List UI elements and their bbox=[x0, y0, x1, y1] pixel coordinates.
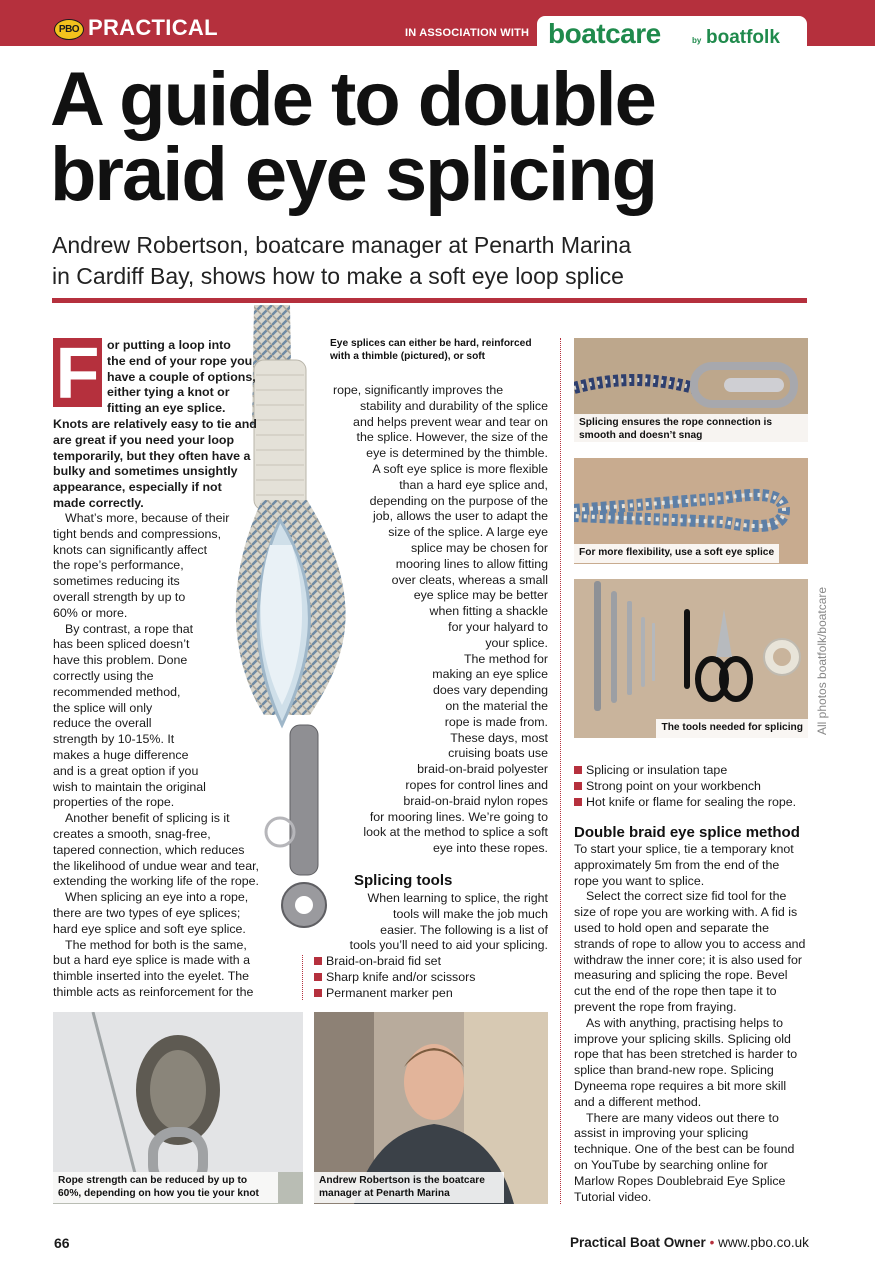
text-line: and a different method. bbox=[574, 1094, 702, 1109]
text-line: improve your splicing skills. Splicing old bbox=[574, 1031, 791, 1046]
headline-rule bbox=[52, 298, 807, 303]
text-line: strength by 10-15%. It bbox=[53, 732, 175, 747]
text-line: rope is made from. bbox=[444, 714, 548, 729]
photo-caption: Splicing ensures the rope connection is smooth and doesn’t snag bbox=[574, 414, 808, 442]
text-line: cruising boats use bbox=[448, 746, 548, 761]
text-line: recommended method, bbox=[53, 684, 181, 699]
photo-credit: All photos boatfolk/boatcare bbox=[815, 586, 829, 735]
page-number: 66 bbox=[54, 1235, 70, 1251]
text-line: bulky and sometimes unsightly bbox=[53, 464, 238, 479]
footer-url[interactable]: www.pbo.co.uk bbox=[718, 1235, 809, 1250]
text-line: To start your splice, tie a temporary knot bbox=[574, 842, 794, 856]
text-line: making an eye splice bbox=[432, 667, 548, 682]
list-item: Braid-on-braid fid set bbox=[314, 954, 544, 970]
text-line: easier. The following is a list of bbox=[380, 922, 548, 937]
text-line: size of rope you are working with. A fid is bbox=[574, 905, 798, 920]
text-line: or putting a loop into bbox=[107, 338, 231, 352]
text-line: approximately 5m from the end of the bbox=[574, 857, 780, 872]
footer-publication bbox=[570, 1235, 809, 1250]
list-item: Strong point on your workbench bbox=[574, 779, 808, 795]
text-line: made correctly. bbox=[53, 495, 144, 510]
text-line: Marlow Ropes Doublebraid Eye Splice bbox=[574, 1173, 786, 1188]
text-line: the end of your rope you bbox=[107, 353, 253, 368]
text-line: tools will make the job much bbox=[393, 906, 548, 921]
text-line: 60% or more. bbox=[53, 605, 128, 620]
headline-line-2: braid eye splicing bbox=[50, 132, 656, 217]
text-line: tight bends and compressions, bbox=[53, 526, 222, 541]
text-line: By contrast, a rope that bbox=[65, 621, 194, 636]
text-line: over cleats, whereas a small bbox=[391, 572, 548, 587]
text-line: Tutorial video. bbox=[574, 1189, 652, 1204]
text-line: splice may be chosen for bbox=[410, 540, 548, 555]
text-line: mooring lines to allow fitting bbox=[395, 556, 548, 571]
portrait-photo bbox=[314, 1012, 548, 1204]
text-line: have a couple of options, bbox=[107, 369, 256, 384]
text-line: and is a great option if you bbox=[53, 763, 199, 778]
knot-photo bbox=[53, 1012, 303, 1204]
column-divider bbox=[302, 955, 303, 1000]
text-line: strands of rope to allow you to access and bbox=[574, 936, 806, 951]
photo-caption: Rope strength can be reduced by up to 60%, depending on how you tie your knot bbox=[53, 1172, 278, 1203]
intro-bold bbox=[53, 417, 268, 512]
text-line: A soft eye splice is more flexible bbox=[372, 461, 548, 476]
tools-list-continued bbox=[574, 763, 808, 810]
subhead-method: Double braid eye splice method bbox=[574, 824, 800, 841]
text-line: thimble acts as reinforcement for the bbox=[53, 984, 254, 999]
text-line: rope you want to splice. bbox=[574, 873, 705, 888]
text-line: does vary depending bbox=[432, 683, 548, 698]
column-divider bbox=[560, 338, 561, 1204]
headline-line-1: A guide to double bbox=[50, 57, 655, 142]
text-line: sometimes reducing its bbox=[53, 574, 180, 589]
drop-cap: F bbox=[53, 338, 102, 407]
soft-eye-splice-photo bbox=[574, 458, 808, 564]
text-line: eye is determined by the thimble. bbox=[366, 446, 548, 461]
tools-list bbox=[314, 954, 544, 1001]
list-item: Hot knife or flame for sealing the rope. bbox=[574, 795, 808, 811]
standfirst-line-2: in Cardiff Bay, shows how to make a soft eye loop splice bbox=[52, 263, 624, 289]
text-line: on YouTube by searching online for bbox=[574, 1157, 768, 1172]
text-line: Select the correct size fid tool for the bbox=[586, 889, 787, 904]
text-line: What’s more, because of their bbox=[65, 511, 230, 525]
text-line: withdraw the inner core; it is also used for bbox=[574, 952, 802, 967]
tools-illustration bbox=[574, 579, 808, 738]
text-line: Another benefit of splicing is it bbox=[65, 811, 230, 826]
text-line: have this problem. Done bbox=[53, 653, 188, 668]
text-line: extending the working life of the rope. bbox=[53, 874, 259, 889]
sponsor-logo-by: by bbox=[692, 36, 702, 45]
text-line: fitting an eye splice. bbox=[107, 401, 226, 416]
text-line: technique. One of the best can be found bbox=[574, 1142, 795, 1157]
col1-body bbox=[53, 511, 268, 1001]
text-line: braid-on-braid polyester bbox=[417, 762, 548, 777]
text-line: has been spliced doesn’t bbox=[53, 637, 190, 652]
text-line: The method for both is the same, bbox=[65, 937, 247, 952]
text-line: wish to maintain the original bbox=[53, 779, 206, 794]
text-line: the rope’s performance, bbox=[53, 558, 184, 573]
tools-intro bbox=[330, 891, 548, 954]
text-line: overall strength by up to bbox=[53, 589, 186, 604]
text-line: used to hold open and separate the bbox=[574, 920, 769, 935]
text-line: your splice. bbox=[485, 635, 548, 650]
shackle-splice-photo bbox=[574, 338, 808, 442]
text-line: either tying a knot or bbox=[107, 385, 230, 400]
splicing-tools-photo bbox=[574, 579, 808, 738]
text-line: the splice. However, the size of the bbox=[356, 430, 548, 445]
text-line: eye into these ropes. bbox=[432, 841, 548, 856]
text-line: stability and durability of the splice bbox=[359, 398, 548, 413]
footer-bullet: • bbox=[709, 1235, 715, 1250]
text-line: Knots are relatively easy to tie and bbox=[53, 417, 257, 431]
text-line: prevent the rope from fraying. bbox=[574, 999, 737, 1014]
text-line: makes a huge difference bbox=[53, 747, 189, 762]
text-line: size of the splice. A large eye bbox=[388, 525, 548, 540]
intro-bold-indented bbox=[107, 338, 267, 417]
text-line: eye splice may be better bbox=[413, 588, 548, 603]
text-line: when fitting a shackle bbox=[429, 604, 548, 619]
text-line: depending on the purpose of the bbox=[369, 493, 548, 508]
text-line: braid-on-braid nylon ropes bbox=[403, 793, 548, 808]
text-line: look at the method to splice a soft bbox=[363, 825, 548, 840]
sponsor-logo-boatcare: boatcare bbox=[548, 18, 661, 49]
text-line: are great if you need your loop bbox=[53, 432, 235, 447]
standfirst-line-1: Andrew Robertson, boatcare manager at Penarth Marina bbox=[52, 232, 632, 258]
text-line: ropes for control lines and bbox=[405, 777, 548, 792]
text-line: on the material the bbox=[445, 698, 548, 713]
subhead-splicing-tools: Splicing tools bbox=[354, 872, 453, 889]
headline bbox=[50, 57, 830, 217]
text-line: for your halyard to bbox=[448, 619, 548, 634]
text-line: appearance, especially if not bbox=[53, 480, 222, 495]
text-line: job, allows the user to adapt the bbox=[373, 509, 548, 524]
text-line: than a hard eye splice and, bbox=[399, 477, 548, 492]
text-line: tools you’ll need to aid your splicing. bbox=[349, 938, 548, 953]
association-label: IN ASSOCIATION WITH bbox=[405, 27, 530, 39]
col2-body bbox=[333, 383, 548, 857]
list-item: Sharp knife and/or scissors bbox=[314, 970, 544, 986]
text-line: There are many videos out there to bbox=[586, 1110, 779, 1125]
sponsor-logo-boatfolk: boatfolk bbox=[706, 27, 780, 48]
photo-caption: Andrew Robertson is the boatcare manager at Penarth Marina bbox=[314, 1172, 504, 1203]
text-line: there are two types of eye splices; bbox=[53, 905, 241, 920]
publication-name: Practical Boat Owner bbox=[570, 1235, 706, 1250]
photo-caption: For more flexibility, use a soft eye splice bbox=[574, 544, 779, 563]
hero-caption: Eye splices can either be hard, reinforced with a thimble (pictured), or soft bbox=[330, 338, 532, 362]
text-line: These days, most bbox=[450, 730, 548, 745]
pbo-logo: PBO bbox=[54, 19, 84, 40]
text-line: Dyneema rope requires a bit more skill bbox=[574, 1078, 787, 1093]
text-line: splice than brand-new rope. Splicing bbox=[574, 1063, 774, 1078]
photo-caption: The tools needed for splicing bbox=[656, 719, 808, 738]
text-line: assist in improving your splicing bbox=[574, 1126, 749, 1141]
text-line: knots can significantly affect bbox=[53, 542, 208, 557]
standfirst bbox=[52, 230, 812, 292]
text-line: rope, significantly improves the bbox=[333, 383, 504, 397]
text-line: creates a smooth, snag-free, bbox=[53, 826, 211, 841]
text-line: and helps prevent wear and tear on bbox=[353, 414, 548, 429]
text-line: temporarily, but they often have a bbox=[53, 448, 251, 463]
text-line: rope that has been stretched is harder to bbox=[574, 1047, 798, 1062]
text-line: When learning to splice, the right bbox=[367, 891, 548, 905]
list-item: Permanent marker pen bbox=[314, 986, 544, 1002]
list-item: Splicing or insulation tape bbox=[574, 763, 808, 779]
text-line: As with anything, practising helps to bbox=[586, 1015, 783, 1030]
text-line: The method for bbox=[463, 651, 548, 666]
section-label: PRACTICAL bbox=[88, 15, 218, 40]
text-line: correctly using the bbox=[53, 668, 154, 683]
text-line: the likelihood of undue wear and tear, bbox=[53, 858, 259, 873]
col3-body bbox=[574, 842, 810, 1205]
text-line: measuring and splicing the rope. Bevel bbox=[574, 968, 788, 983]
text-line: properties of the rope. bbox=[53, 795, 175, 810]
text-line: but a hard eye splice is made with a bbox=[53, 953, 250, 968]
text-line: reduce the overall bbox=[53, 716, 152, 731]
text-line: tapered connection, which reduces bbox=[53, 842, 245, 857]
text-line: the splice will only bbox=[53, 700, 153, 715]
text-line: for mooring lines. We’re going to bbox=[369, 809, 548, 824]
text-line: cut the end of the rope then tape it to bbox=[574, 984, 777, 999]
text-line: thimble inserted into the eyelet. The bbox=[53, 969, 250, 984]
text-line: hard eye splice and soft eye splice. bbox=[53, 921, 246, 936]
text-line: When splicing an eye into a rope, bbox=[65, 890, 249, 905]
